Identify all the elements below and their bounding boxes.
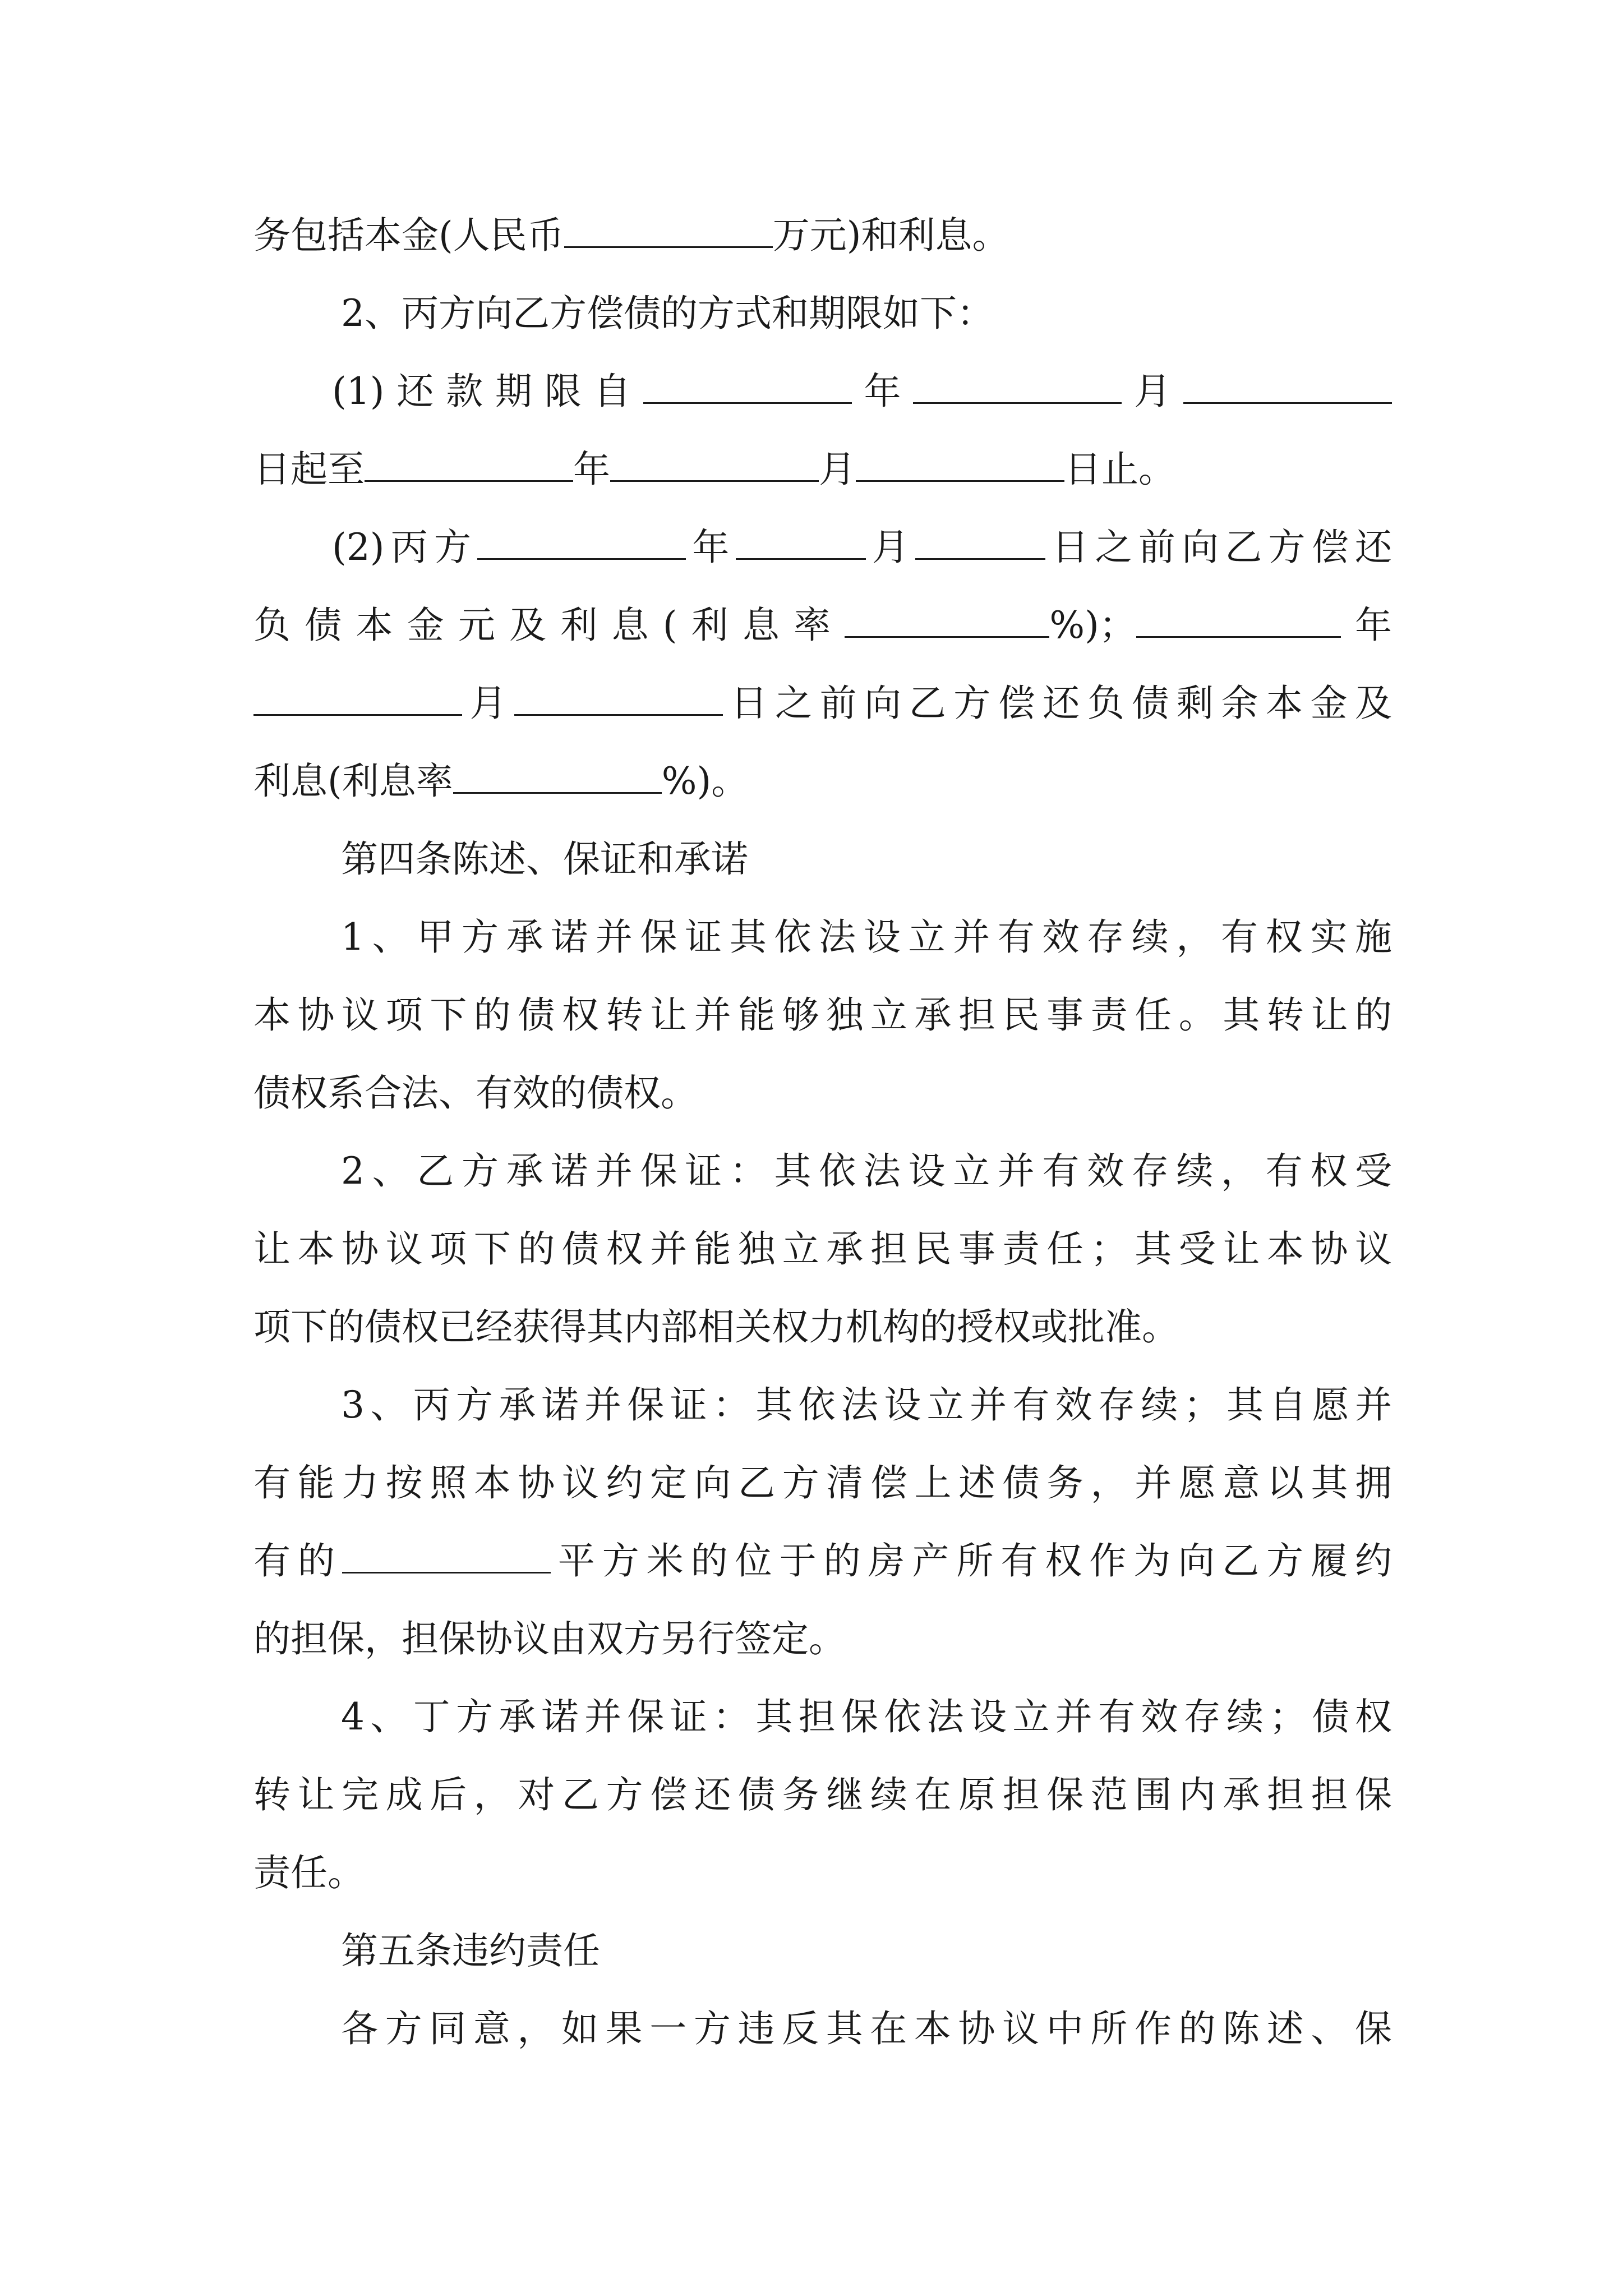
fill-blank xyxy=(610,444,819,482)
text-line xyxy=(253,1756,1392,1834)
fill-blank xyxy=(564,210,773,248)
text-segment: 本协议项下的债权转让并能够独立承担民事责任。其转让的 xyxy=(253,993,1392,1037)
text-line xyxy=(253,508,1392,586)
text-line xyxy=(253,1366,1392,1444)
text-segment: (1)还款期限自 xyxy=(332,370,643,413)
text-line xyxy=(253,1288,1392,1366)
fill-blank xyxy=(856,444,1064,482)
text-segment: 日之前向乙方偿还 xyxy=(1045,526,1393,569)
text-line xyxy=(253,1990,1392,2068)
fill-blank xyxy=(736,522,866,560)
text-segment: 的担保，担保协议由双方另行签定。 xyxy=(253,1617,846,1660)
text-segment: (2)丙方 xyxy=(332,526,478,569)
section-heading xyxy=(253,820,1392,898)
fill-blank xyxy=(253,678,462,716)
text-segment: 月 xyxy=(1122,370,1183,413)
text-line xyxy=(253,1522,1392,1600)
text-line xyxy=(253,1444,1392,1522)
text-segment: 1、甲方承诺并保证其依法设立并有效存续，有权实施 xyxy=(341,915,1392,959)
text-line xyxy=(253,1834,1392,1912)
text-line xyxy=(253,196,1392,274)
text-line xyxy=(253,664,1392,742)
text-segment: 有的 xyxy=(253,1539,342,1582)
text-segment: 月 xyxy=(865,526,916,569)
text-segment: 利息(利息率 xyxy=(253,760,453,803)
text-line xyxy=(253,898,1392,976)
section-heading xyxy=(253,1912,1392,1990)
fill-blank xyxy=(913,366,1122,404)
text-segment: 年 xyxy=(573,448,610,491)
text-segment: 务包括本金(人民币 xyxy=(253,214,564,257)
text-line xyxy=(253,430,1392,508)
fill-blank xyxy=(514,678,723,716)
text-segment: 转让完成后，对乙方偿还债务继续在原担保范围内承担担保 xyxy=(253,1773,1392,1816)
text-line xyxy=(253,352,1392,430)
text-segment: 月 xyxy=(462,682,515,725)
fill-blank xyxy=(643,366,852,404)
text-segment: 项下的债权已经获得其内部相关权力机构的授权或批准。 xyxy=(253,1305,1179,1349)
text-line xyxy=(253,1678,1392,1756)
text-line xyxy=(253,586,1392,664)
text-segment: 负债本金元及利息(利息率 xyxy=(253,604,845,647)
text-segment: 年 xyxy=(851,370,914,413)
text-segment: 3、丙方承诺并保证：其依法设立并有效存续；其自愿并 xyxy=(341,1383,1392,1427)
text-segment: 平方米的位于的房产所有权作为向乙方履约 xyxy=(550,1539,1393,1582)
text-segment: 让本协议项下的债权并能独立承担民事责任；其受让本协议 xyxy=(253,1227,1392,1271)
text-segment: 第五条违约责任 xyxy=(341,1929,600,1972)
text-line xyxy=(253,1054,1392,1132)
fill-blank xyxy=(1183,366,1392,404)
text-line xyxy=(253,1132,1392,1210)
text-segment: 日起至 xyxy=(253,448,365,491)
document-body xyxy=(253,196,1392,2068)
fill-blank xyxy=(1136,600,1341,638)
text-segment: %)。 xyxy=(661,760,749,803)
text-segment: 各方同意，如果一方违反其在本协议中所作的陈述、保 xyxy=(341,2007,1392,2050)
text-segment: 有能力按照本协议约定向乙方清偿上述债务，并愿意以其拥 xyxy=(253,1461,1392,1504)
text-segment: 月 xyxy=(819,448,856,491)
fill-blank xyxy=(477,522,686,560)
fill-blank xyxy=(845,600,1049,638)
fill-blank xyxy=(365,444,573,482)
fill-blank xyxy=(342,1536,551,1573)
text-segment: 日止。 xyxy=(1064,448,1175,491)
text-segment: 2、乙方承诺并保证：其依法设立并有效存续，有权受 xyxy=(341,1149,1392,1193)
text-segment: 债权系合法、有效的债权。 xyxy=(253,1071,698,1115)
text-segment: 日之前向乙方偿还负债剩余本金及 xyxy=(723,682,1393,725)
text-line xyxy=(253,1210,1392,1288)
fill-blank xyxy=(453,756,662,794)
text-segment: 第四条陈述、保证和承诺 xyxy=(341,838,748,881)
fill-blank xyxy=(915,522,1045,560)
text-segment: 2、丙方向乙方偿债的方式和期限如下： xyxy=(341,292,994,335)
text-line xyxy=(253,274,1392,352)
text-line xyxy=(253,742,1392,820)
text-segment: 万元)和利息。 xyxy=(772,214,1009,257)
text-line xyxy=(253,1600,1392,1678)
text-line xyxy=(253,976,1392,1054)
text-segment: 年 xyxy=(1340,604,1393,647)
text-segment: 4、丁方承诺并保证：其担保依法设立并有效存续；债权 xyxy=(341,1695,1392,1738)
text-segment: %)； xyxy=(1049,604,1136,647)
text-segment: 责任。 xyxy=(253,1851,365,1894)
text-segment: 年 xyxy=(686,526,736,569)
